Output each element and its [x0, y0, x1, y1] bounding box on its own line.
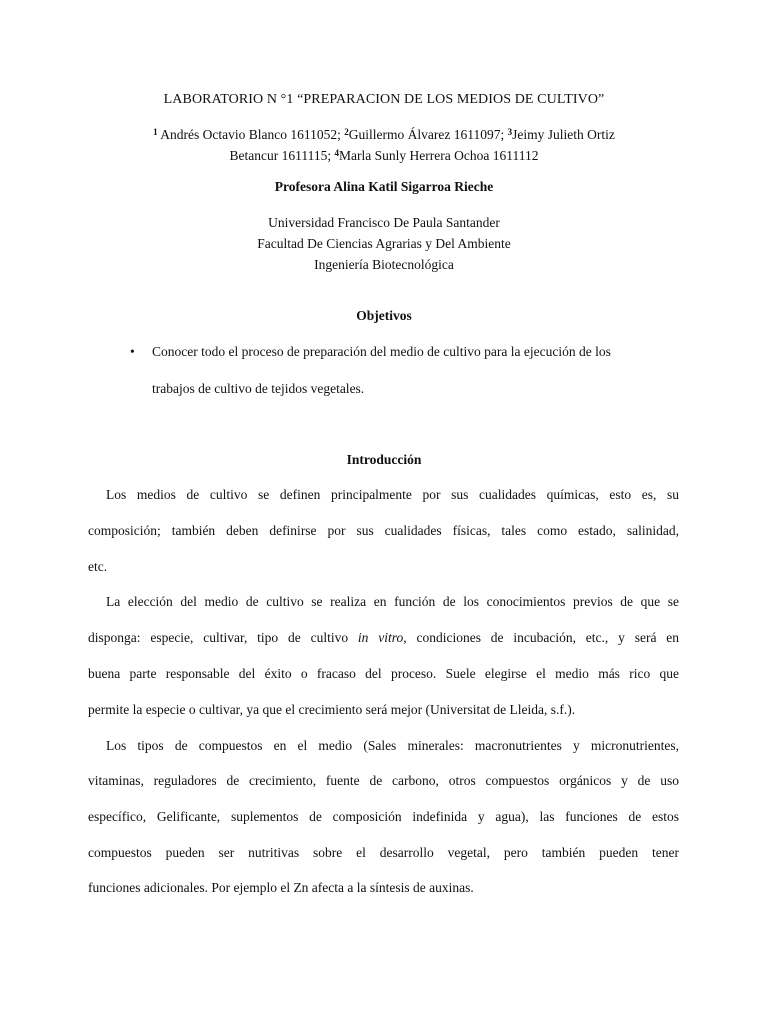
- author-number: 1: [153, 127, 158, 137]
- author-line-1: [0, 124, 768, 145]
- author-number: 2: [344, 127, 349, 137]
- author-list: [0, 124, 768, 166]
- author-name: Marla Sunly Herrera Ochoa 1611112: [339, 148, 539, 163]
- objetivo-line-2: trabajos de cultivo de tejidos vegetales.: [152, 381, 365, 396]
- author-name: Betancur 1611115;: [229, 148, 332, 163]
- objetivos-heading: Objetivos: [356, 308, 412, 323]
- faculty-name: Facultad De Ciencias Agrarias y Del Ambiente: [257, 236, 511, 251]
- author-name: Jeimy Julieth Ortiz: [512, 127, 615, 142]
- objetivo-text: Conocer todo el proceso de preparación del medio de cultivo para la ejecución de los: [152, 344, 611, 359]
- paragraph-1-line-3: etc.: [88, 559, 108, 574]
- paragraph-1-line-2: composición; también deben definirse por sus cualidades físicas, tales como estado, salinidad,: [88, 523, 679, 538]
- italic-term: in vitro: [357, 630, 404, 645]
- author-line-2: [0, 145, 768, 166]
- objetivo-line-1: [152, 344, 680, 360]
- affiliation-block: [0, 212, 768, 275]
- paragraph-2-line-1: La elección del medio de cultivo se realiza en función de los conocimientos previos de que se: [106, 594, 679, 609]
- professor-name: Profesora Alina Katil Sigarroa Rieche: [274, 179, 494, 194]
- introduccion-heading: Introducción: [346, 452, 422, 467]
- document-title: LABORATORIO N °1 “PREPARACION DE LOS MEDIOS DE CULTIVO”: [163, 92, 605, 107]
- paragraph-3-line-1: Los tipos de compuestos en el medio (Sales minerales: macronutrientes y micronutrientes,: [106, 738, 679, 753]
- paragraph-2-line-2: [88, 630, 679, 648]
- paragraph-3-line-2: vitaminas, reguladores de crecimiento, fuente de carbono, otros compuestos orgánicos y de uso: [88, 773, 679, 788]
- author-number: 4: [334, 148, 340, 158]
- author-number: 3: [507, 127, 513, 137]
- paragraph-3-line-4: compuestos pueden ser nutritivas sobre el desarrollo vegetal, pero también pueden tener: [88, 845, 679, 860]
- program-name: Ingeniería Biotecnológica: [314, 257, 454, 272]
- paragraph-3-line-3: específico, Gelificante, suplementos de composición indefinida y agua), las funciones de estos: [88, 809, 679, 824]
- author-name: Guillermo Álvarez 1611097;: [348, 127, 505, 142]
- author-name: Andrés Octavio Blanco 1611052;: [160, 127, 341, 142]
- paragraph-2-line-4: permite la especie o cultivar, ya que el crecimiento será mejor (Universitat de Lleida, s.f.).: [88, 702, 576, 717]
- text-run: disponga: especie, cultivar, tipo de cultivo: [88, 630, 349, 645]
- paragraph-1-line-1: Los medios de cultivo se definen principalmente por sus cualidades químicas, esto es, su: [106, 487, 679, 502]
- text-run: , condiciones de incubación, etc., y será en: [403, 630, 680, 645]
- paragraph-3-line-5: funciones adicionales. Por ejemplo el Zn afecta a la síntesis de auxinas.: [88, 880, 474, 895]
- university-name: Universidad Francisco De Paula Santander: [268, 215, 500, 230]
- bullet-icon: •: [130, 344, 135, 359]
- paragraph-2-line-3: buena parte responsable del éxito o fracaso del proceso. Suele elegirse el medio más rico que: [88, 666, 679, 681]
